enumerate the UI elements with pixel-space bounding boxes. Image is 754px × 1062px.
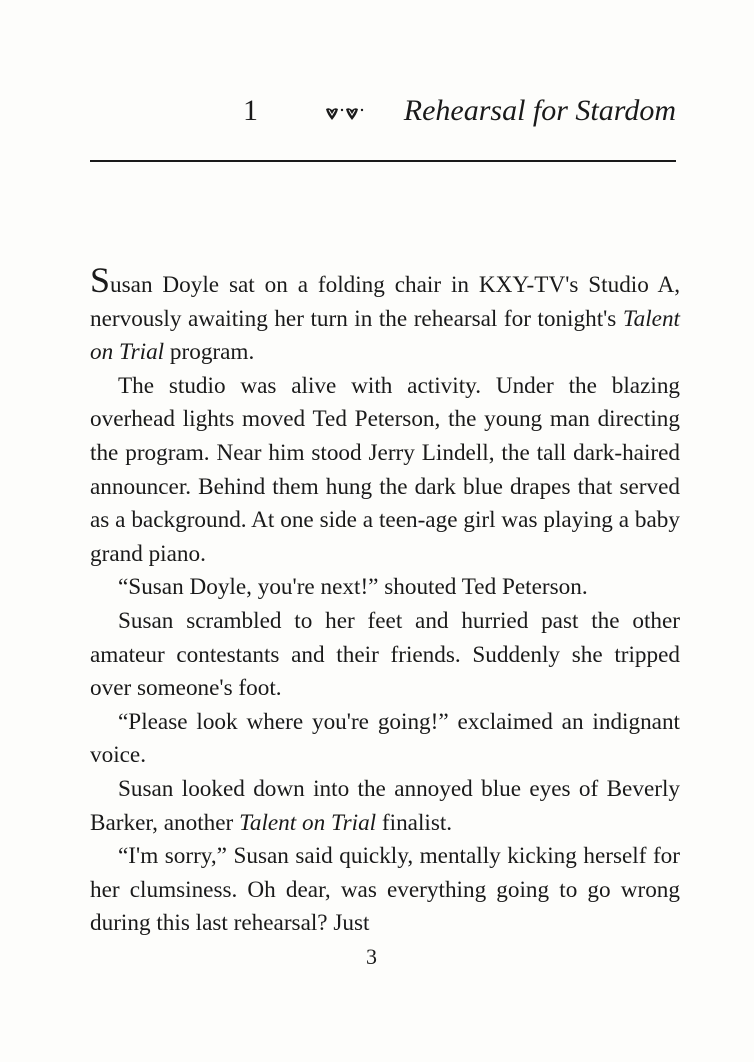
chapter-number: 1 [243,94,258,127]
chapter-header [90,90,676,150]
show-title: Talent on Trial [90,305,680,366]
paragraph-text: Susan looked down into the annoyed blue eyes of Beverly Barker, another [90,775,680,836]
chapter-title: Rehearsal for Stardom [403,94,676,127]
paragraph: “Please look where you're going!” exclaimed an indignant voice. [90,708,680,769]
paragraph: The studio was alive with activity. Under the blazing overhead lights moved Ted Peterson, the young man directing the program. Near him stood Jerry Lindell, the tall dark-haired announcer. Behind them hung the dark blue drapes that served as a background. At one side a teen-age girl was playing a baby grand piano. [90,372,680,567]
show-title: Talent on Trial [239,809,377,836]
paragraph: “Susan Doyle, you're next!” shouted Ted Peterson. [118,574,588,601]
paragraph-text: program. [164,339,255,366]
drop-cap: S [90,260,111,300]
header-rule [90,160,676,162]
paragraph-text: usan Doyle sat on a folding chair in KXY-TV's Studio A, nervously awaiting her turn in the rehearsal for tonight's [90,272,680,332]
fleuron-icon [324,106,364,122]
body-text [90,262,680,941]
page-number: 3 [366,944,377,969]
paragraph: “I'm sorry,” Susan said quickly, mentally kicking herself for her clumsiness. Oh dear, was everything going to go wrong during this last rehearsal? Just [90,843,680,937]
paragraph [90,773,680,840]
paragraph-text: finalist. [376,809,453,836]
paragraph: Susan scrambled to her feet and hurried past the other amateur contestants and their friends. Suddenly she tripped over someone's foot. [90,607,680,702]
paragraph [90,262,680,370]
